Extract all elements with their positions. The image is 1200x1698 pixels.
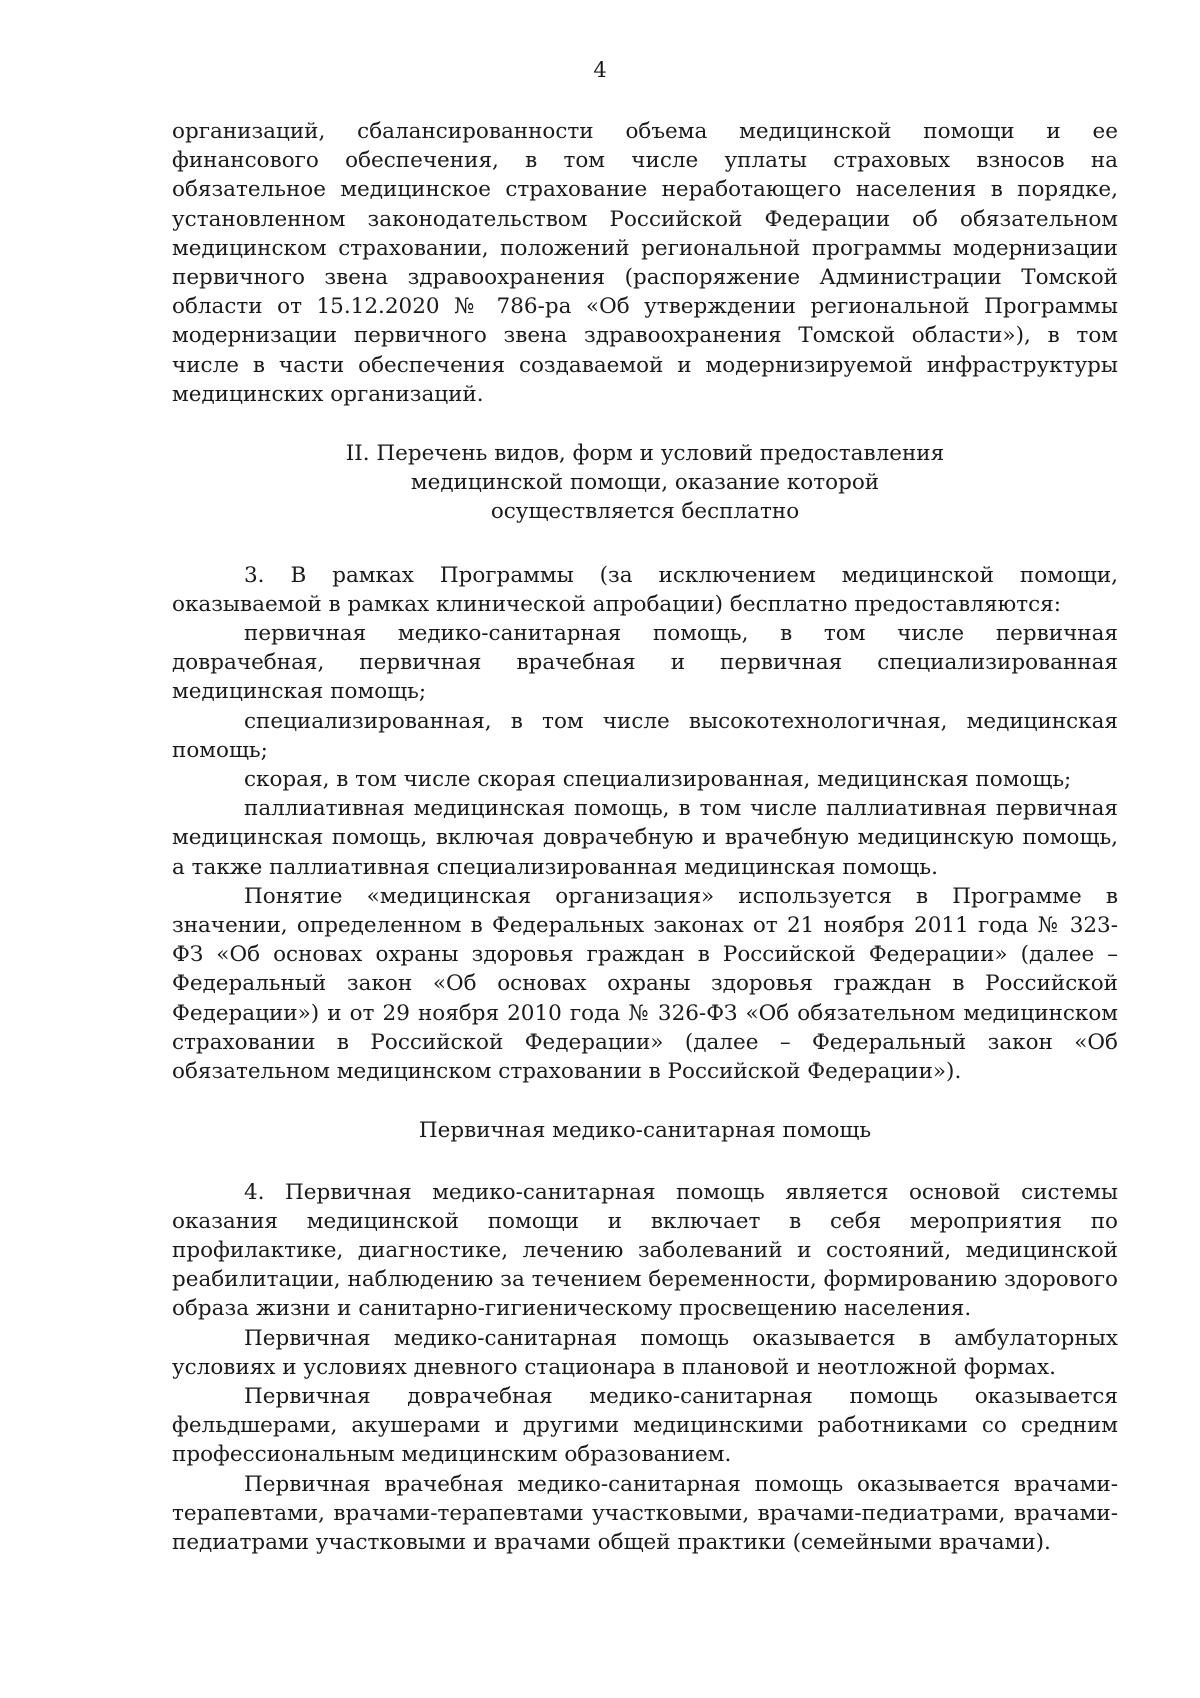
intro-paragraph: организаций, сбалансированности объема медицинской помощи и ее финансового обеспечения, в том числе уплаты страховых взносов на обязательное медицинское страхование неработающего населения в порядке, установленном законодательством Российской Федерации об обязательном медицинском страховании, положений региональной программы модернизации первичного звена здравоохранения (распоряжение Администрации Томской области от 15.12.2020 № 786-ра «Об утверждении региональной Программы модернизации первичного звена здравоохранения Томской области»), в том числе в части обеспечения создаваемой и модернизируемой инфраструктуры медицинских организаций. <box>172 119 1118 407</box>
paragraph-physician-care: Первичная врачебная медико-санитарная помощь оказывается врачами-терапевтами, врачами-терапевтами участковыми, врачами-педиатрами, врачами-педиатрами участковыми и врачами общей практики (семейными врачами). <box>172 1471 1118 1555</box>
paragraph-emergency-care-item: скорая, в том числе скорая специализированная, медицинская помощь; <box>244 767 1072 793</box>
section-heading-line: медицинской помощи, оказание которой <box>410 470 880 496</box>
section-heading-line: II. Перечень видов, форм и условий предоставления <box>345 441 945 467</box>
paragraph-specialized-care-item: специализированная, в том числе высокотехнологичная, медицинская помощь; <box>172 708 1118 763</box>
paragraph-4: 4. Первичная медико-санитарная помощь является основой системы оказания медицинской помощи и включает в себя мероприятия по профилактике, диагностике, лечению заболеваний и состояний, медицинской реабилитации, наблюдению за течением беременности, формированию здорового образа жизни и санитарно-гигиеническому просвещению населения. <box>172 1179 1118 1322</box>
paragraph-palliative-care-item: паллиативная медицинская помощь, в том числе паллиативная первичная медицинская помощь, включая доврачебную и врачебную медицинскую помощь, а также паллиативная специализированная медицинская помощь. <box>172 796 1118 880</box>
paragraph-pre-medical-care: Первичная доврачебная медико-санитарная помощь оказывается фельдшерами, акушерами и другими медицинскими работниками со средним профессиональным медицинским образованием. <box>172 1383 1118 1468</box>
paragraph-medical-organization-definition: Понятие «медицинская организация» используется в Программе в значении, определенном в Федеральных законах от 21 ноября 2011 года № 323-ФЗ «Об основах охраны здоровья граждан в Российской Федерации» (далее – Федеральный закон «Об основах охраны здоровья граждан в Российской Федерации») и от 29 ноября 2010 года № 326-ФЗ «Об обязательном медицинском страховании в Российской Федерации» (далее – Федеральный закон «Об обязательном медицинском страховании в Российской Федерации»). <box>172 883 1118 1085</box>
paragraph-primary-care-conditions: Первичная медико-санитарная помощь оказывается в амбулаторных условиях и условиях дневного стационара в плановой и неотложной формах. <box>172 1325 1118 1380</box>
section-heading-line: осуществляется бесплатно <box>490 499 800 525</box>
paragraph-3: 3. В рамках Программы (за исключением медицинской помощи, оказываемой в рамках клинической апробации) бесплатно предоставляются: <box>172 562 1118 617</box>
section-heading-ii <box>172 439 1118 527</box>
document-body <box>172 117 1118 1557</box>
subsection-heading-primary-care: Первичная медико-санитарная помощь <box>418 1118 872 1144</box>
page-number: 4 <box>593 58 607 82</box>
paragraph-primary-care-item: первичная медико-санитарная помощь, в том числе первичная доврачебная, первичная врачебная и первичная специализированная медицинская помощь; <box>172 621 1118 705</box>
